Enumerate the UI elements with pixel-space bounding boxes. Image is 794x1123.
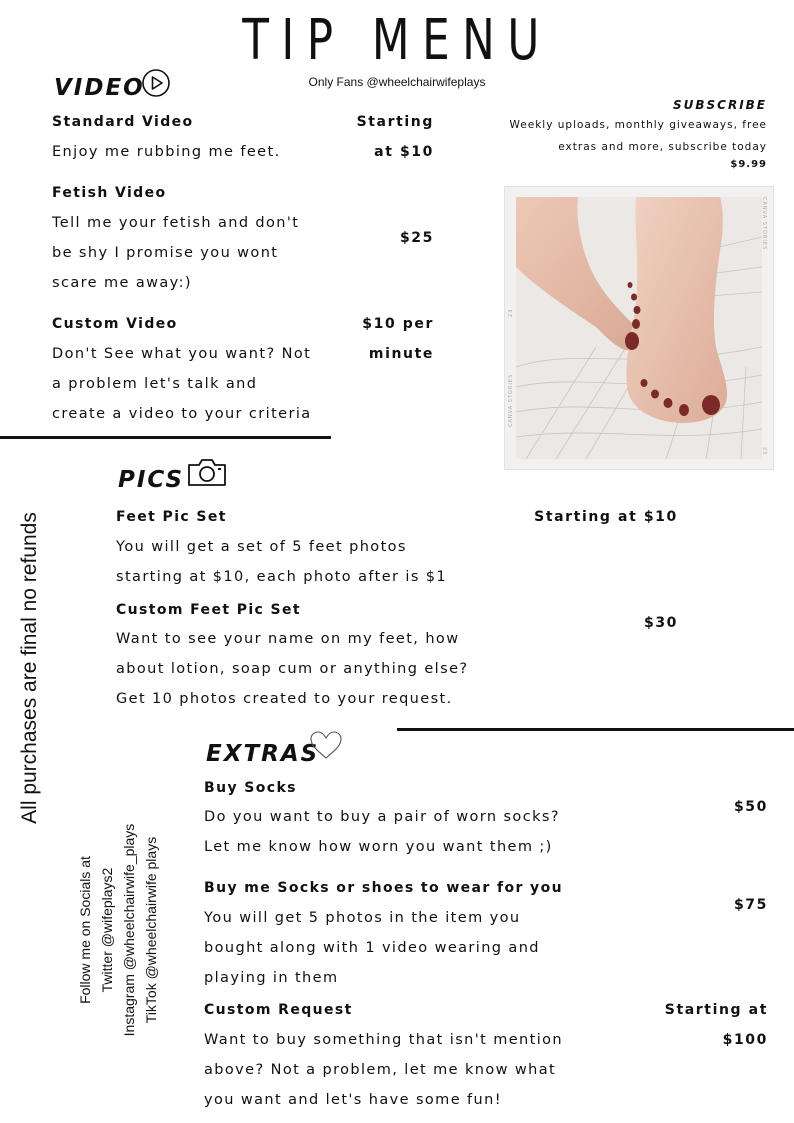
- feet-photo-image: [516, 197, 762, 459]
- socials-intro: Follow me on Socials at: [77, 856, 93, 1004]
- custom-request-desc-line-1: Want to buy something that isn't mention: [204, 1032, 564, 1048]
- custom-video-desc-line-2: a problem let's talk and: [52, 376, 258, 392]
- photo-watermark-right: CANVA STORIES: [761, 197, 767, 251]
- custom-feet-pic-set-desc-line-3: Get 10 photos created to your request.: [116, 691, 453, 707]
- section-divider-video: [0, 436, 331, 439]
- custom-feet-pic-set-desc-line-2: about lotion, soap cum or anything else?: [116, 661, 469, 677]
- custom-video-price-line-2: minute: [368, 346, 434, 362]
- fetish-video-desc-line-1: Tell me your fetish and don't: [52, 215, 300, 231]
- photo-watermark-number-left: 23: [508, 308, 514, 317]
- feet-pic-set-desc-line-2: starting at $10, each photo after is $1: [116, 569, 448, 585]
- pics-heading: PICS: [118, 467, 185, 493]
- subscribe-line-1: Weekly uploads, monthly giveaways, free: [509, 119, 767, 131]
- custom-video-desc-line-3: create a video to your criteria: [52, 406, 312, 422]
- page-subtitle: Only Fans @wheelchairwifeplays: [308, 75, 486, 89]
- custom-feet-pic-set-title: Custom Feet Pic Set: [116, 602, 302, 618]
- custom-request-desc-line-2: above? Not a problem, let me know what: [204, 1062, 557, 1078]
- photo-watermark-number-right: 23: [761, 447, 767, 456]
- custom-feet-pic-set-desc-line-1: Want to see your name on my feet, how: [116, 631, 460, 647]
- feet-photo: [505, 187, 773, 469]
- buy-socks-desc-line-1: Do you want to buy a pair of worn socks?: [204, 809, 560, 825]
- page-title: TIP MENU: [242, 8, 552, 73]
- custom-video-desc-line-1: Don't See what you want? Not: [52, 346, 312, 362]
- fetish-video-desc-line-2: be shy I promise you wont: [52, 245, 279, 261]
- camera-icon: [187, 456, 227, 488]
- fetish-video-price: $25: [399, 230, 434, 246]
- feet-pic-set-title: Feet Pic Set: [116, 509, 227, 525]
- buy-socks-desc-line-2: Let me know how worn you want them ;): [204, 839, 553, 855]
- extras-heading: EXTRAS: [206, 741, 320, 767]
- fetish-video-title: Fetish Video: [52, 185, 167, 201]
- fetish-video-desc-line-3: scare me away:): [52, 275, 192, 291]
- standard-video-desc: Enjoy me rubbing me feet.: [52, 144, 281, 160]
- heart-outline-icon: [308, 730, 344, 762]
- buy-me-socks-desc-line-1: You will get 5 photos in the item you: [204, 910, 521, 926]
- standard-video-price-line-1: Starting: [356, 114, 434, 130]
- custom-video-title: Custom Video: [52, 316, 178, 332]
- custom-request-price-line-1: Starting at: [664, 1002, 768, 1018]
- socials-instagram: Instagram @wheelchairwife_plays: [121, 823, 137, 1037]
- buy-me-socks-desc-line-3: playing in them: [204, 970, 339, 986]
- section-divider-pics: [397, 728, 794, 731]
- custom-request-title: Custom Request: [204, 1002, 353, 1018]
- subscribe-price: $9.99: [730, 159, 767, 170]
- buy-me-socks-title: Buy me Socks or shoes to wear for you: [204, 880, 563, 896]
- feet-pic-set-desc-line-1: You will get a set of 5 feet photos: [116, 539, 407, 555]
- photo-watermark-left: CANVA STORIES: [508, 373, 514, 427]
- feet-pic-set-price: Starting at $10: [534, 509, 678, 525]
- subscribe-line-2: extras and more, subscribe today: [558, 141, 767, 153]
- video-heading: VIDEO: [54, 75, 145, 101]
- standard-video-price-line-2: at $10: [374, 144, 434, 160]
- custom-request-price-line-2: $100: [722, 1032, 768, 1048]
- buy-me-socks-desc-line-2: bought along with 1 video wearing and: [204, 940, 540, 956]
- play-circle-icon: [141, 68, 171, 98]
- custom-video-price-line-1: $10 per: [362, 316, 434, 332]
- buy-me-socks-price: $75: [733, 897, 768, 913]
- subscribe-block: [467, 96, 767, 172]
- subscribe-heading: SUBSCRIBE: [672, 98, 767, 112]
- no-refunds-text: All purchases are final no refunds: [18, 512, 41, 824]
- custom-feet-pic-set-price: $30: [643, 615, 679, 631]
- standard-video-title: Standard Video: [52, 114, 194, 130]
- socials-tiktok: TikTok @wheelchairwife plays: [143, 836, 159, 1024]
- buy-socks-price: $50: [733, 799, 768, 815]
- socials-twitter: Twitter @wifeplays2: [99, 867, 115, 993]
- custom-request-desc-line-3: you want and let's have some fun!: [204, 1092, 502, 1108]
- buy-socks-title: Buy Socks: [204, 780, 297, 796]
